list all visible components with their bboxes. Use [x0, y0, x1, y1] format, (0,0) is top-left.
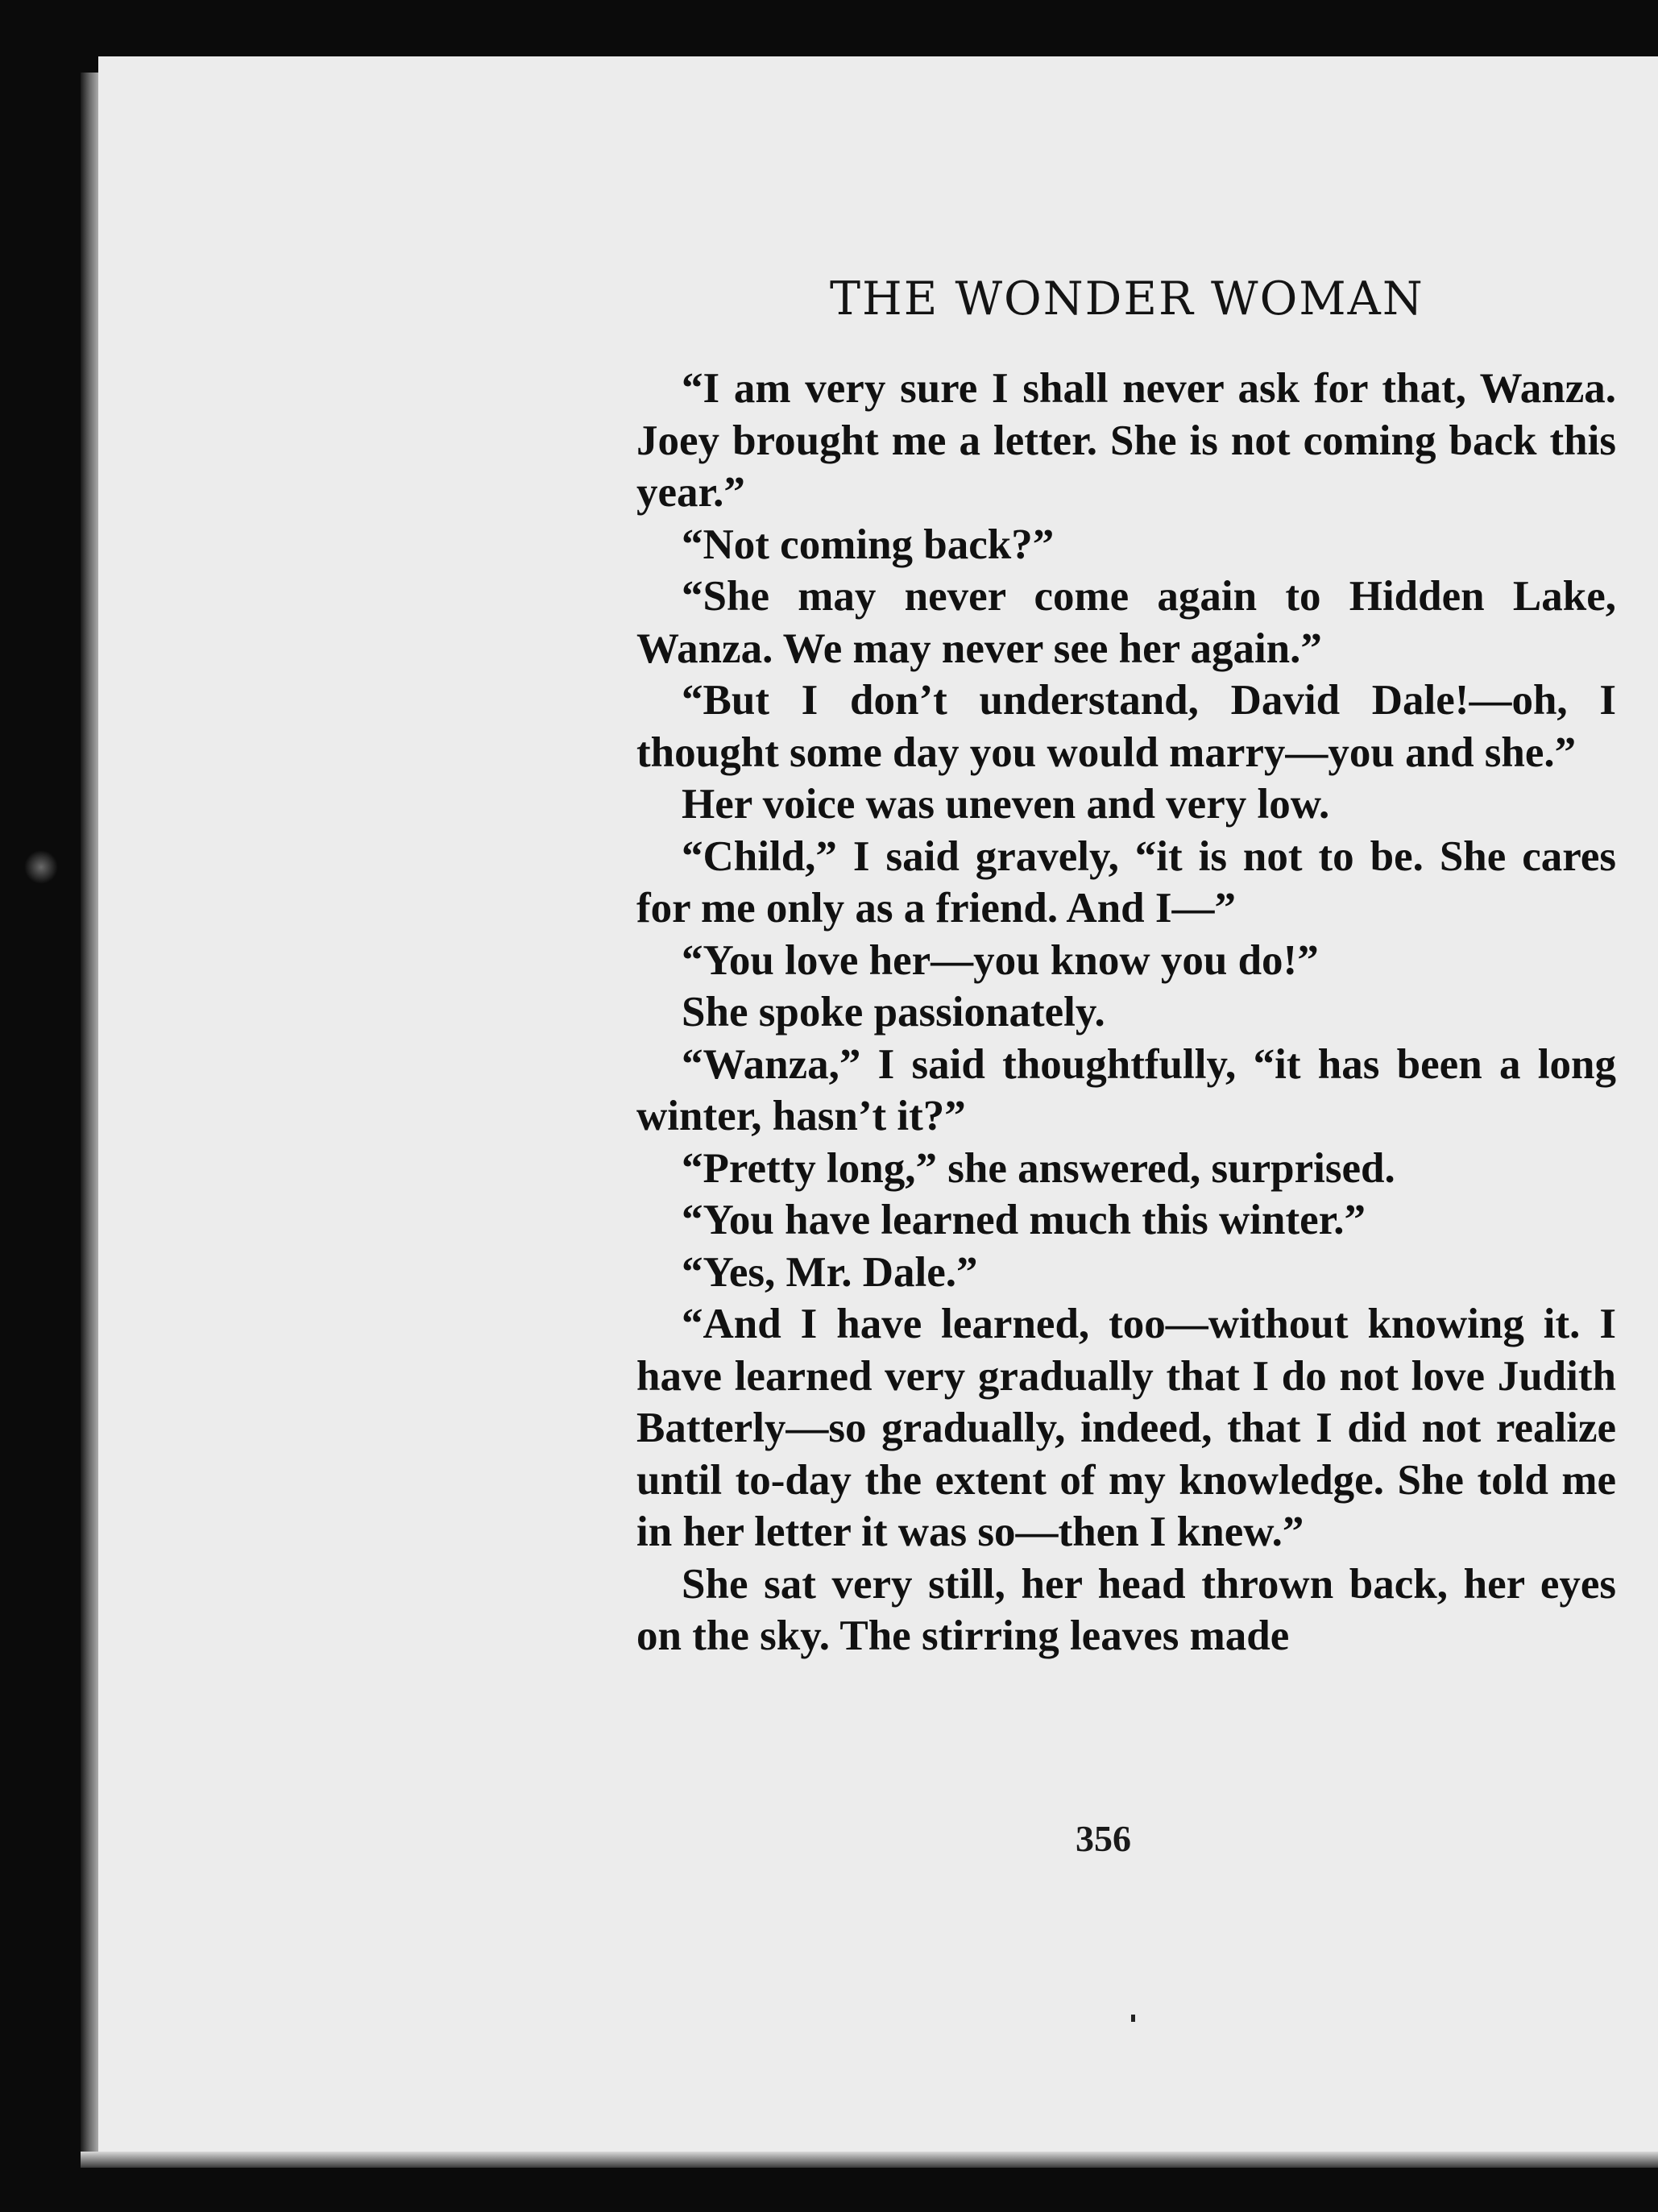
paragraph: Her voice was uneven and very low.: [682, 781, 1330, 828]
paragraph: “You love her—you know you do!”: [682, 936, 1319, 984]
paragraph: She sat very still, her head thrown back, her eyes on the sky. The stirring leaves made: [636, 1560, 1616, 1659]
paragraph: “Not coming back?”: [682, 521, 1055, 568]
page-bottom-edge: [81, 2152, 1658, 2168]
running-head: THE WONDER WOMAN: [830, 272, 1424, 326]
paragraph: She spoke passionately.: [682, 989, 1105, 1035]
scan-artifact: [24, 850, 58, 884]
scan-speck: [1131, 2015, 1135, 2022]
page-number: 356: [1076, 1818, 1131, 1859]
paragraph: “Pretty long,” she answered, surprised.: [682, 1144, 1395, 1192]
paragraph: “Yes, Mr. Dale.”: [682, 1248, 978, 1296]
paragraph: “Wanza,” I said thoughtfully, “it has been a long winter, hasn’t it?”: [636, 1040, 1616, 1139]
paragraph: “But I don’t understand, David Dale!—oh, I thought some day you would marry—you and she.”: [636, 677, 1616, 776]
paragraph: “And I have learned, too—without knowing it. I have learned very gradually that I do not love Judith Batterly—so gradually, indeed, that I did not realize until to-day the extent of my knowledge. She told me in her letter it was so—then I knew.”: [636, 1301, 1616, 1555]
paragraph: “I am very sure I shall never ask for that, Wanza. Joey brought me a letter. She is not coming back this year.”: [636, 365, 1616, 516]
paragraph: “Child,” I said gravely, “it is not to be. She cares for me only as a friend. And I—”: [636, 832, 1616, 932]
paragraph: “You have learned much this winter.”: [682, 1197, 1366, 1243]
body-text: [636, 363, 1616, 1662]
paragraph: “She may never come again to Hidden Lake, Wanza. We may never see her again.”: [636, 573, 1616, 672]
